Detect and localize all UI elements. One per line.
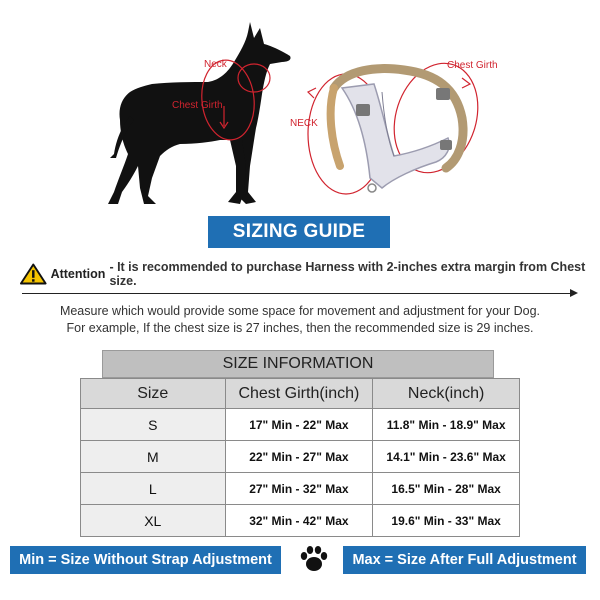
size-cell: L [81, 473, 226, 505]
header-size: Size [81, 379, 226, 409]
dog-chest-girth-label: Chest Girth [172, 100, 223, 111]
harness-neck-label: NECK [290, 118, 318, 129]
attention-label: Attention [50, 267, 106, 281]
table-row [81, 473, 520, 505]
measure-line-2: For example, If the chest size is 27 inches, then the recommended size is 29 inches. [66, 321, 534, 335]
arrow-head-icon [570, 289, 578, 297]
size-cell: S [81, 409, 226, 441]
chest-girth-cell: 27" Min - 32" Max [225, 473, 373, 505]
table-row [81, 409, 520, 441]
header-chest-girth: Chest Girth(inch) [225, 379, 373, 409]
neck-cell: 14.1" Min - 23.6" Max [373, 441, 520, 473]
sizing-guide-banner: SIZING GUIDE [208, 216, 390, 248]
size-table [80, 378, 520, 537]
measure-line-1: Measure which would provide some space for movement and adjustment for your Dog. [59, 304, 541, 318]
dog-silhouette-illustration [100, 16, 300, 212]
size-cell: XL [81, 505, 226, 537]
neck-cell: 16.5" Min - 28" Max [373, 473, 520, 505]
table-row [81, 441, 520, 473]
attention-text: - It is recommended to purchase Harness with 2-inches extra margin from Chest size. [109, 260, 586, 288]
chest-girth-cell: 32" Min - 42" Max [225, 505, 373, 537]
divider-arrow-line [22, 293, 576, 294]
neck-cell: 19.6" Min - 33" Max [373, 505, 520, 537]
size-table-header-row [81, 379, 520, 409]
dog-neck-label: Neck [204, 59, 227, 70]
warning-icon [20, 262, 47, 286]
max-definition-banner: Max = Size After Full Adjustment [343, 546, 586, 574]
size-cell: M [81, 441, 226, 473]
measure-instructions [0, 303, 600, 337]
attention-notice [20, 262, 590, 286]
neck-cell: 11.8" Min - 18.9" Max [373, 409, 520, 441]
chest-girth-cell: 17" Min - 22" Max [225, 409, 373, 441]
min-definition-banner: Min = Size Without Strap Adjustment [10, 546, 281, 574]
paw-icon [298, 544, 330, 574]
table-row [81, 505, 520, 537]
size-information-header: SIZE INFORMATION [102, 350, 494, 378]
header-neck: Neck(inch) [373, 379, 520, 409]
harness-illustration [286, 48, 506, 208]
harness-chest-girth-label: Chest Girth [447, 60, 498, 71]
chest-girth-cell: 22" Min - 27" Max [225, 441, 373, 473]
